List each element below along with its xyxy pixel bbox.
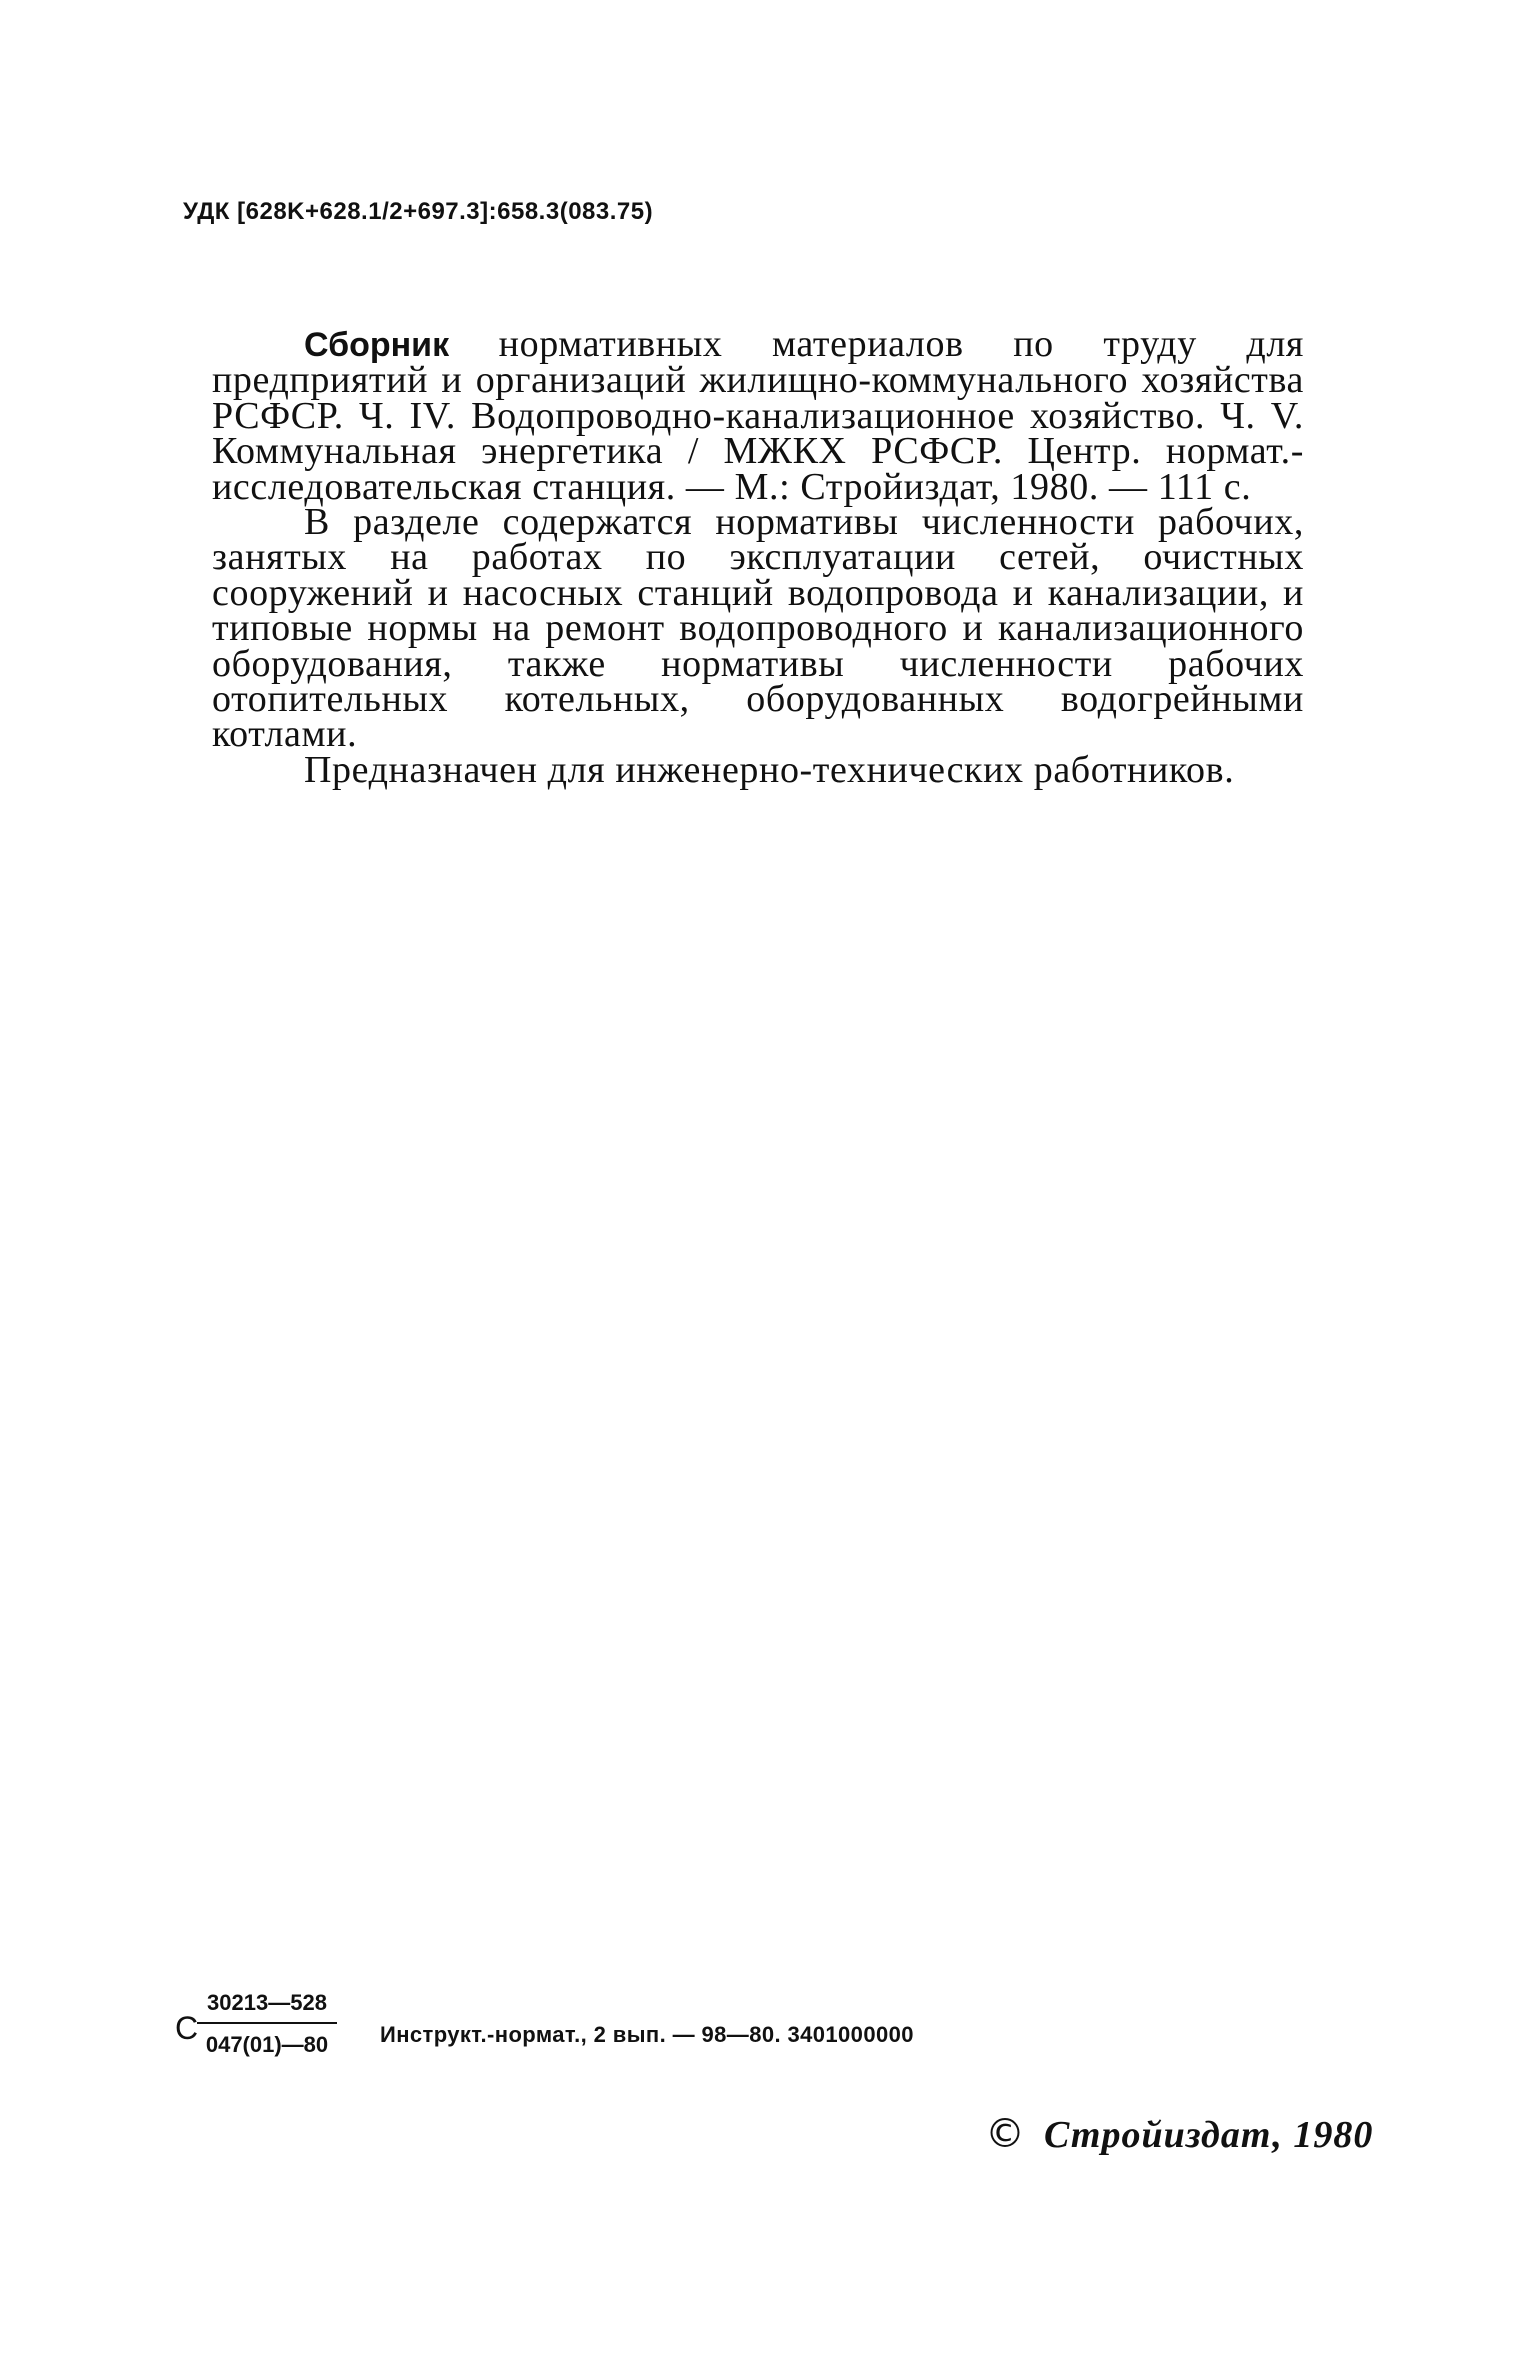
abstract-block [212, 323, 1304, 791]
imprint-letter: С [175, 2010, 199, 2046]
copyright-line [985, 2111, 1373, 2157]
udk-classification: УДК [628K+628.1/2+697.3]:658.3(083.75) [183, 198, 654, 225]
fraction-bar [197, 2022, 337, 2024]
imprint-info: Инструкт.-нормат., 2 вып. — 98—80. 3401000000 [380, 2022, 914, 2047]
copyright-text: Стройиздат, 1980 [1044, 2114, 1374, 2156]
imprint-denominator: 047(01)—80 [205, 2032, 329, 2057]
bibliographic-text: нормативных материалов по труду для предприятий и организаций жилищно-коммунального хозяйства РСФСР. Ч. IV. Водопроводно-канализационное хозяйство. Ч. V. Коммунальная энергетика / МЖКХ РСФСР. Центр. нормат.-исследовательская станция. — М.: Стройиздат, 1980. — 111 с. [212, 323, 1304, 508]
purpose-paragraph: Предназначен для инженерно-технических работников. [304, 748, 1235, 791]
summary-paragraph: В разделе содержатся нормативы численности рабочих, занятых на работах по эксплуатации сетей, очистных сооружений и насосных станций водопровода и канализации, и типовые нормы на ремонт водопроводного и канализационного оборудования, также нормативы численности рабочих отопительных котельных, оборудованных водогрейными котлами. [212, 501, 1304, 756]
title-lead-word: Сборник [304, 326, 450, 364]
imprint-fraction [197, 1988, 337, 2060]
imprint-numerator: 30213—528 [207, 1990, 327, 2015]
bibliographic-description [212, 323, 1304, 508]
copyright-icon: © [985, 2111, 1026, 2157]
